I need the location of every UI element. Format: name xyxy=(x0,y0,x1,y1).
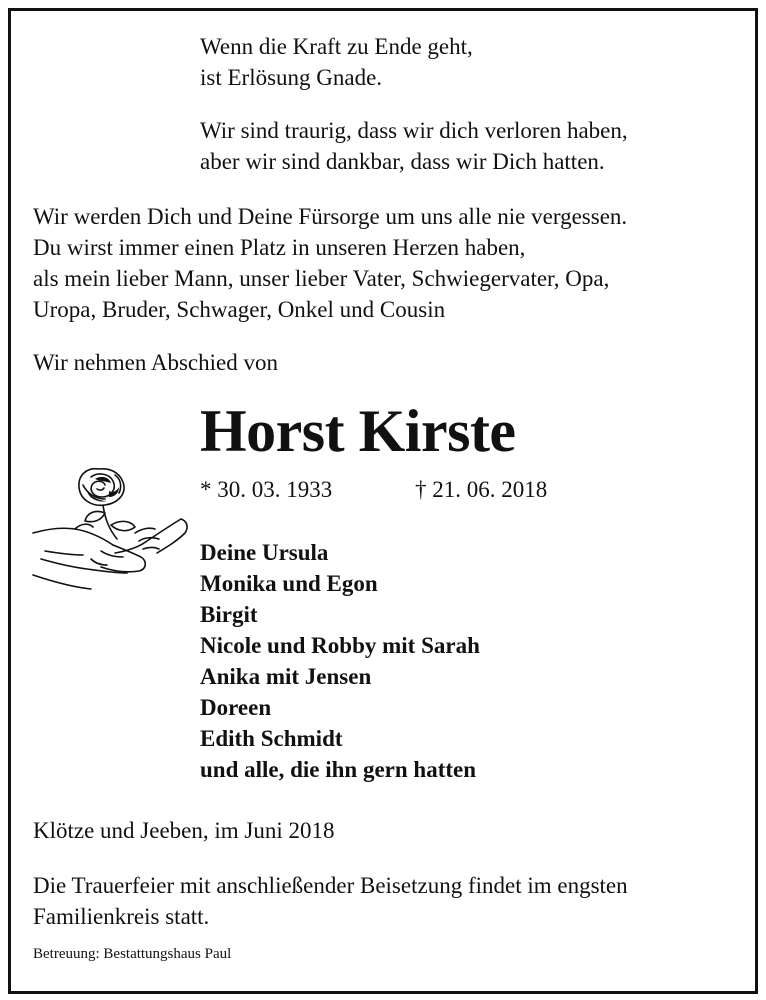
funeral-line-2: Familienkreis statt. xyxy=(33,904,210,929)
place-and-date: Klötze und Jeeben, im Juni 2018 xyxy=(33,818,335,843)
list-item: Nicole und Robby mit Sarah xyxy=(200,633,480,658)
verse-line-1: Wenn die Kraft zu Ende geht, xyxy=(200,34,473,59)
death-date: † 21. 06. 2018 xyxy=(415,477,548,502)
funeral-home-credit: Betreuung: Bestattungshaus Paul xyxy=(33,946,232,962)
funeral-line-1: Die Trauerfeier mit anschließender Beisetzung findet im engsten xyxy=(33,873,628,898)
verse-line-4: aber wir sind dankbar, dass wir Dich hatten. xyxy=(200,149,605,174)
message-line-1: Wir werden Dich und Deine Fürsorge um uns alle nie vergessen. xyxy=(33,204,628,229)
list-item: Edith Schmidt xyxy=(200,726,343,751)
message-line-2: Du wirst immer einen Platz in unseren Herzen haben, xyxy=(33,235,526,260)
list-item: Doreen xyxy=(200,695,272,720)
rose-in-hands-icon xyxy=(31,463,193,595)
list-item: Anika mit Jensen xyxy=(200,664,372,689)
list-item: Birgit xyxy=(200,602,258,627)
message-line-4: Uropa, Bruder, Schwager, Onkel und Cousin xyxy=(33,297,446,322)
list-item: und alle, die ihn gern hatten xyxy=(200,757,477,782)
verse-line-2: ist Erlösung Gnade. xyxy=(200,65,383,90)
deceased-name: Horst Kirste xyxy=(200,398,516,464)
birth-date: * 30. 03. 1933 xyxy=(200,477,333,502)
list-item: Monika und Egon xyxy=(200,571,378,596)
message-line-3: als mein lieber Mann, unser lieber Vater, Schwiegervater, Opa, xyxy=(33,266,610,291)
list-item: Deine Ursula xyxy=(200,540,329,565)
verse-line-3: Wir sind traurig, dass wir dich verloren haben, xyxy=(200,118,628,143)
farewell-intro: Wir nehmen Abschied von xyxy=(33,350,278,375)
obituary-notice xyxy=(8,8,758,994)
